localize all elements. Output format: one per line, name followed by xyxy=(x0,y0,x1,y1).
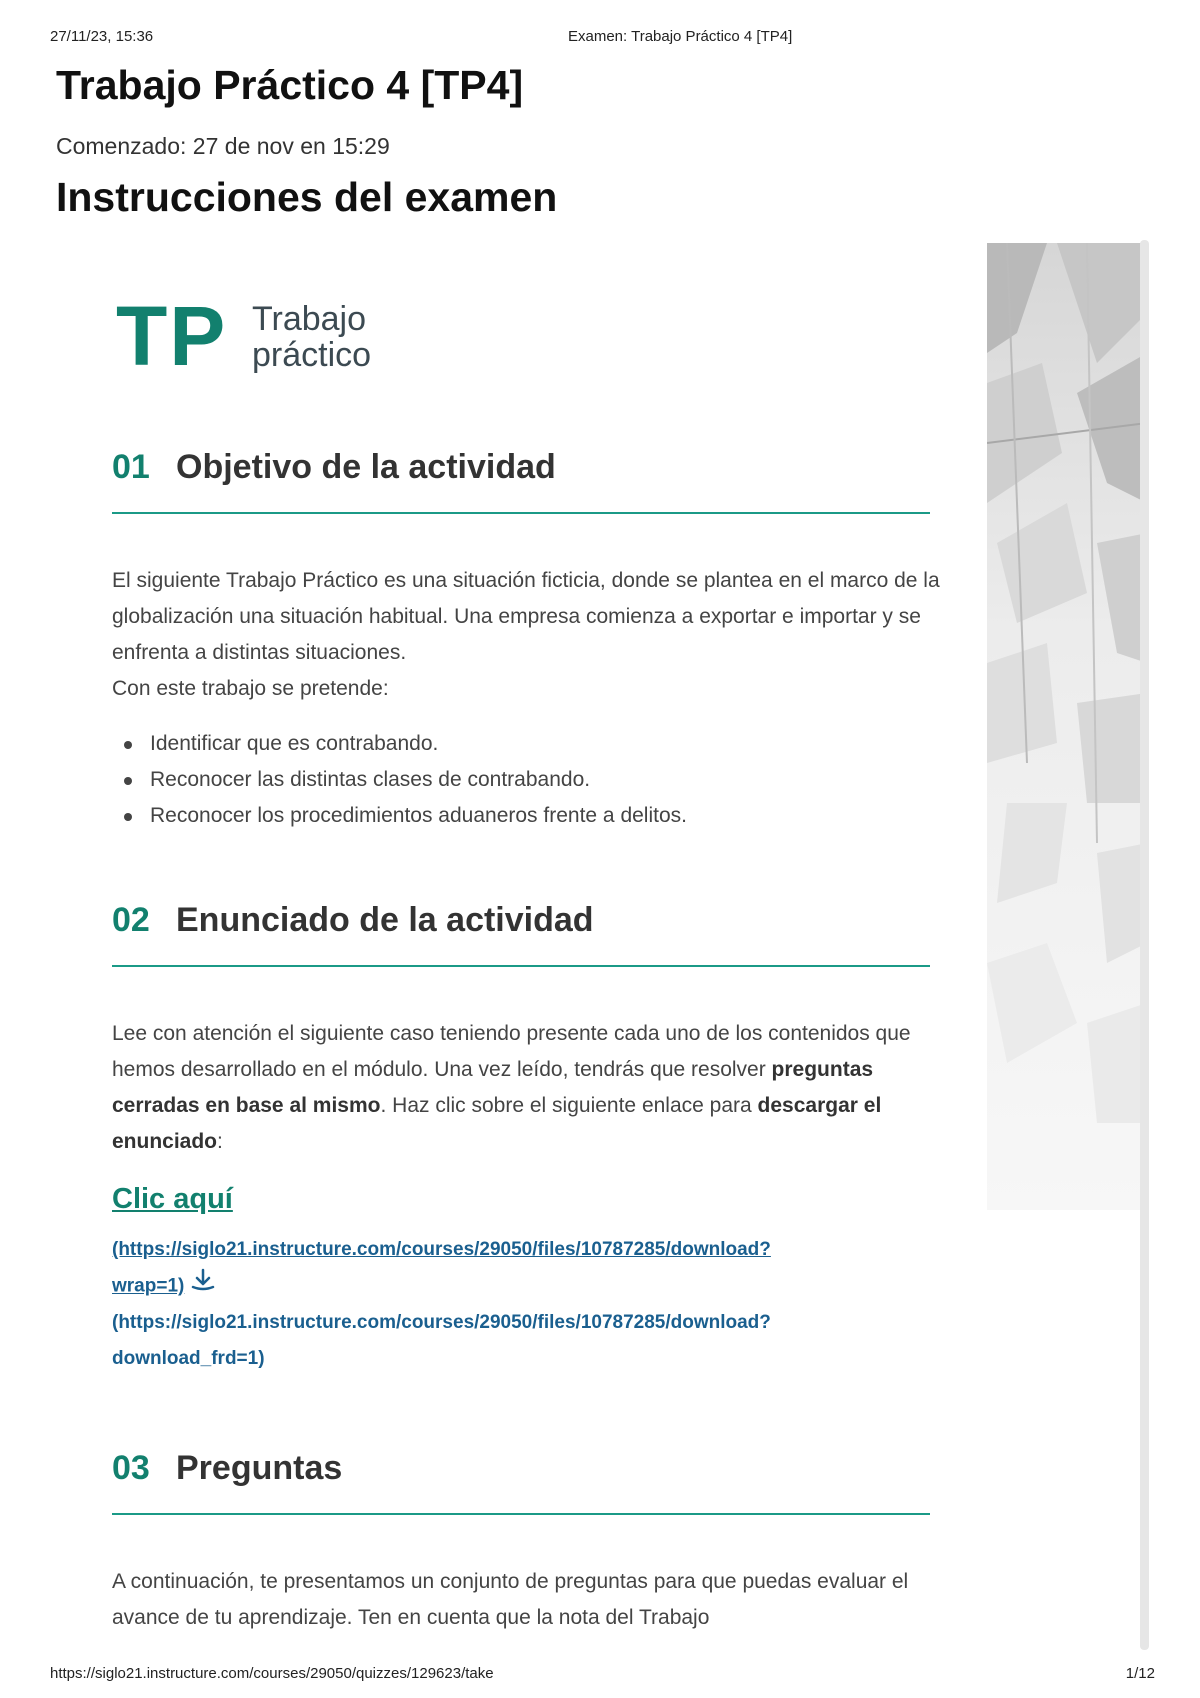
footer-url: https://siglo21.instructure.com/courses/29050/quizzes/129623/take xyxy=(50,1665,494,1682)
list-item: Reconocer los procedimientos aduaneros frente a delitos. xyxy=(112,798,932,834)
started-timestamp: Comenzado: 27 de nov en 15:29 xyxy=(56,133,390,159)
print-footer xyxy=(50,1665,1155,1685)
list-item: Reconocer las distintas clases de contrabando. xyxy=(112,762,932,798)
objective-intro: Con este trabajo se pretende: xyxy=(112,677,389,700)
questions-paragraph: A continuación, te presentamos un conjunto de preguntas para que puedas evaluar el avance de tu aprendizaje. Ten en cuenta que la nota del Trabajo xyxy=(112,1570,909,1629)
file-download-link-cont[interactable]: download_frd=1) xyxy=(112,1348,265,1369)
statement-paragraph: Lee con atención el siguiente caso teniendo presente cada uno de los contenidos que hemos desarrollado en el módulo. Una vez leído, tendrás que resolver preguntas cerradas en base al mismo. Haz clic sobre el siguiente enlace para descargar el enunciado: xyxy=(112,1022,911,1153)
logo-word-practico: práctico xyxy=(252,336,372,374)
architecture-pattern-image xyxy=(987,243,1147,1210)
objective-paragraph: El siguiente Trabajo Práctico es una situación ficticia, donde se plantea en el marco de la globalización una situación habitual. Una empresa comienza a exportar e importar y se enfrenta a distintas situaciones. xyxy=(112,569,940,664)
file-download-link[interactable]: (https://siglo21.instructure.com/courses/29050/files/10787285/download? xyxy=(112,1312,771,1333)
section-header-enunciado xyxy=(112,901,930,967)
section-header-preguntas xyxy=(112,1449,930,1515)
section-title: Enunciado de la actividad xyxy=(176,901,594,939)
download-icon[interactable] xyxy=(190,1268,216,1305)
logo-mark: TP xyxy=(116,289,228,383)
bold-text: preguntas cerradas en base al mismo xyxy=(112,1058,874,1117)
page-title: Trabajo Práctico 4 [TP4] xyxy=(56,62,524,108)
tp-logo xyxy=(116,289,396,386)
section-title: Preguntas xyxy=(176,1449,343,1487)
download-links xyxy=(112,1232,952,1377)
print-page-title: Examen: Trabajo Práctico 4 [TP4] xyxy=(568,28,793,45)
section-number: 01 xyxy=(112,448,150,486)
objective-list xyxy=(112,726,932,834)
file-view-link[interactable]: (https://siglo21.instructure.com/courses/29050/files/10787285/download? xyxy=(112,1239,771,1260)
bullet-icon xyxy=(124,777,132,785)
clic-aqui-link[interactable]: Clic aquí xyxy=(112,1183,233,1215)
print-header xyxy=(50,28,1150,50)
instructions-heading: Instrucciones del examen xyxy=(56,174,558,220)
page-number: 1/12 xyxy=(1125,1665,1155,1682)
list-item: Identificar que es contrabando. xyxy=(112,726,932,762)
bullet-icon xyxy=(124,741,132,749)
file-view-link-cont[interactable]: wrap=1) xyxy=(112,1275,185,1297)
section-title: Objetivo de la actividad xyxy=(176,448,556,486)
bullet-icon xyxy=(124,813,132,821)
decorative-banner-image xyxy=(987,243,1147,1210)
bold-text: descargar el enunciado xyxy=(112,1094,882,1153)
section-number: 03 xyxy=(112,1449,150,1487)
print-date: 27/11/23, 15:36 xyxy=(50,28,154,45)
section-number: 02 xyxy=(112,901,150,939)
section-header-objetivo xyxy=(112,448,930,514)
scrollbar[interactable] xyxy=(1140,240,1149,1650)
logo-word-trabajo: Trabajo xyxy=(252,300,367,338)
